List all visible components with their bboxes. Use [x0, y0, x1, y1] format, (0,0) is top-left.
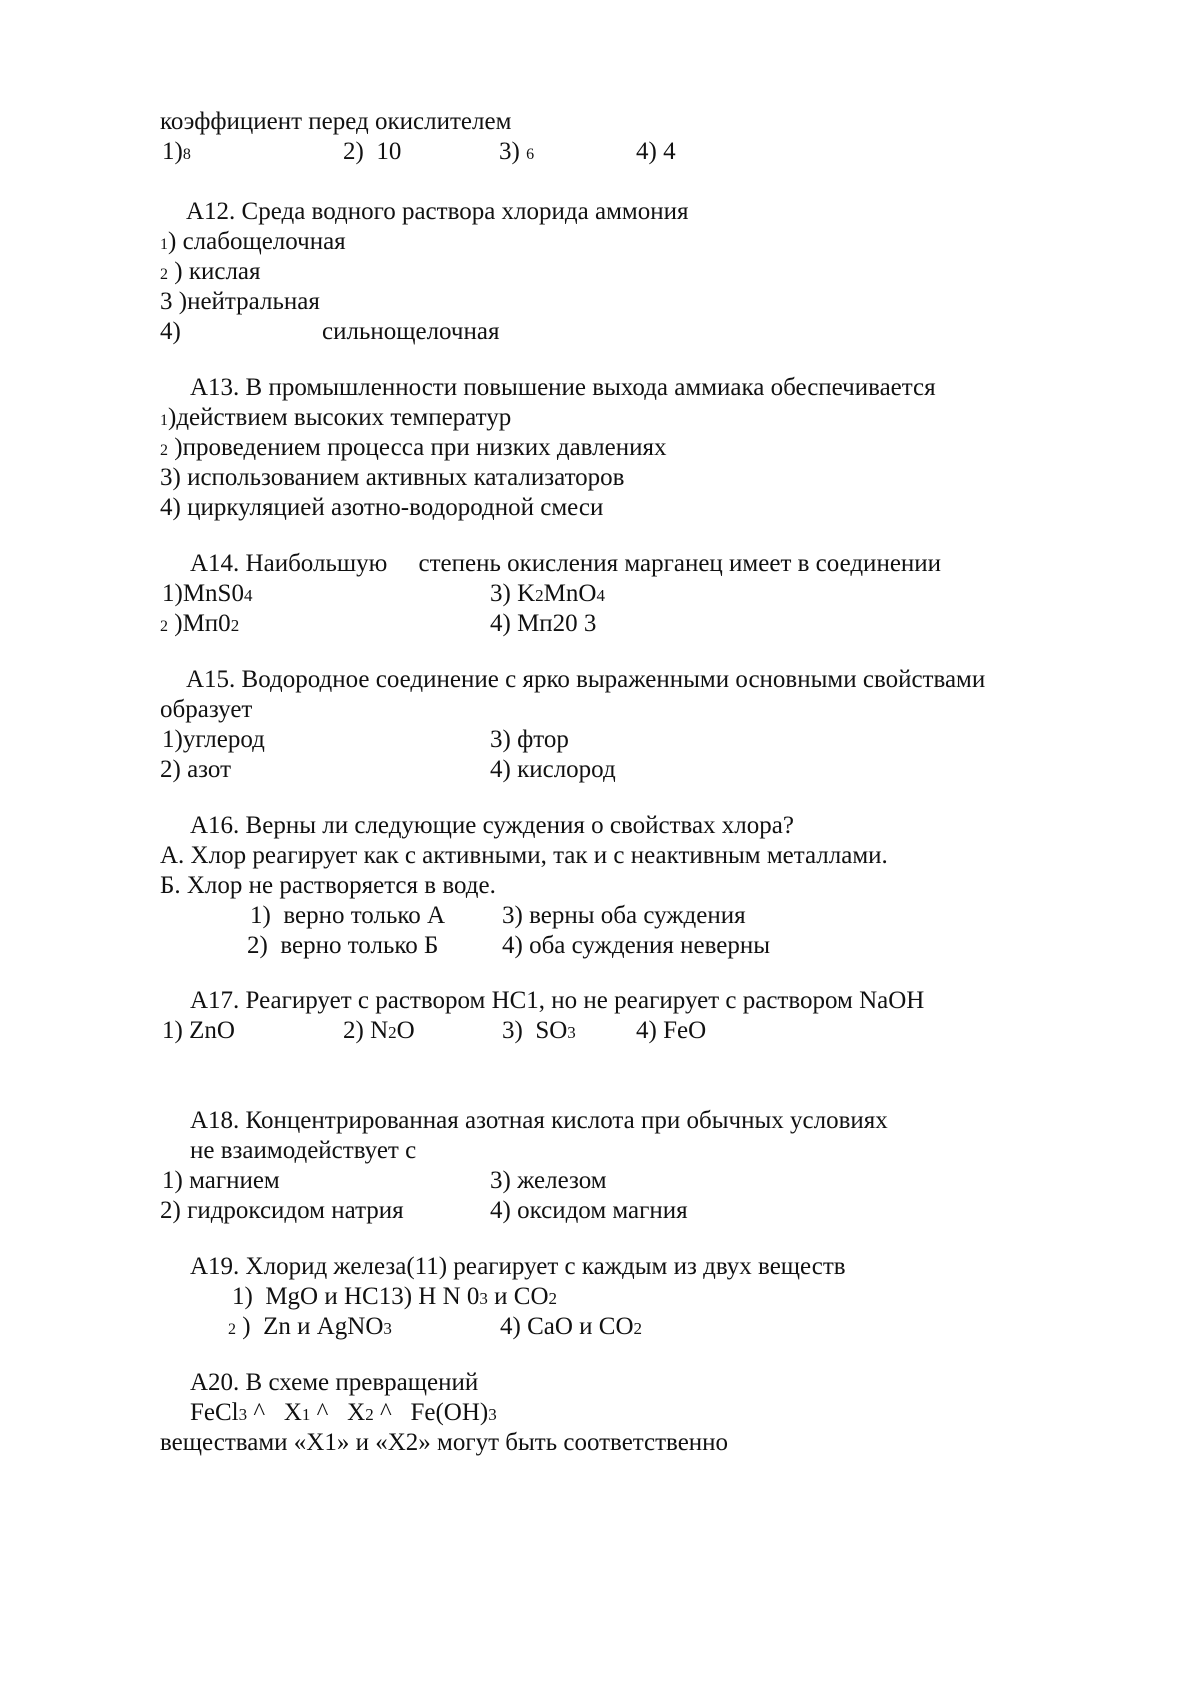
a14-option-1: 1)MnS04 [162, 580, 253, 607]
a17-option-3: 3) SO3 [502, 1017, 576, 1044]
question-a15: А15. Водородное соединение с ярко выраженными основными свойствами [186, 666, 986, 693]
a12-option-3: 3 )нейтральная [160, 288, 320, 315]
question-a18-continued: не взаимодействует с [190, 1137, 417, 1164]
a16-option-4: 4) оба суждения неверны [502, 932, 771, 959]
question-a18: А18. Концентрированная азотная кислота при обычных условиях [190, 1107, 888, 1134]
question-a12: А12. Среда водного раствора хлорида аммония [186, 198, 689, 225]
a14-option-2: 2 )Мп02 [160, 610, 240, 637]
a12-option-2: 2 ) кислая [160, 258, 261, 285]
a15-option-4: 4) кислород [490, 756, 616, 783]
a18-option-3: 3) железом [490, 1167, 607, 1194]
a17-option-1: 1) ZnO [162, 1017, 235, 1044]
a19-option-2: 2 ) Zn и AgNO3 [228, 1313, 392, 1340]
a13-option-3: 3) использованием активных катализаторов [160, 464, 625, 491]
a14-option-3: 3) K2MnO4 [490, 580, 605, 607]
a19-option-4: 4) CaO и CO2 [500, 1313, 643, 1340]
a18-option-2: 2) гидроксидом натрия [160, 1197, 404, 1224]
intro-text: коэффициент перед окислителем [160, 108, 512, 135]
intro-option-1: 1)8 [162, 138, 191, 165]
a12-option-1: 1) слабощелочная [160, 228, 346, 255]
a12-option-4-number: 4) [160, 318, 181, 345]
a16-option-2: 2) верно только Б [247, 932, 439, 959]
a14-option-4: 4) Мп20 3 [490, 610, 597, 637]
a15-option-1: 1)углерод [162, 726, 265, 753]
a18-option-1: 1) магнием [162, 1167, 280, 1194]
a13-option-2: 2 )проведением процесса при низких давлениях [160, 434, 667, 461]
a17-option-4: 4) FeO [636, 1017, 707, 1044]
question-a13: А13. В промышленности повышение выхода аммиака обеспечивается [190, 374, 936, 401]
a20-transformation-scheme: FeCl3 ^ X1 ^ X2 ^ Fe(OH)3 [190, 1399, 497, 1426]
a12-option-4-text: сильнощелочная [322, 318, 500, 345]
intro-option-4: 4) 4 [636, 138, 676, 165]
intro-option-2: 2) 10 [343, 138, 402, 165]
a16-statement-a: А. Хлор реагирует как с активными, так и с неактивным металлами. [160, 842, 888, 869]
a17-option-2: 2) N2O [343, 1017, 415, 1044]
question-a17: А17. Реагирует с раствором НС1, но не реагирует с раствором NaOH [190, 987, 925, 1014]
question-a15-continued: образует [160, 696, 253, 723]
a16-option-3: 3) верны оба суждения [502, 902, 746, 929]
a15-option-3: 3) фтор [490, 726, 569, 753]
question-a19: А19. Хлорид железа(11) реагирует с каждым из двух веществ [190, 1253, 846, 1280]
a19-option-1-and-3: 1) MgO и HC13) H N 03 и CO2 [232, 1283, 558, 1310]
a16-statement-b: Б. Хлор не растворяется в воде. [160, 872, 496, 899]
a16-option-1: 1) верно только А [250, 902, 446, 929]
a15-option-2: 2) азот [160, 756, 231, 783]
a18-option-4: 4) оксидом магния [490, 1197, 688, 1224]
question-a16: А16. Верны ли следующие суждения о свойствах хлора? [190, 812, 794, 839]
a20-footer-text: веществами «X1» и «X2» могут быть соответственно [160, 1429, 729, 1456]
question-a14: А14. Наибольшую степень окисления марганец имеет в соединении [190, 550, 942, 577]
a13-option-4: 4) циркуляцией азотно-водородной смеси [160, 494, 604, 521]
question-a20: А20. В схеме превращений [190, 1369, 479, 1396]
intro-option-3: 3) 6 [499, 138, 535, 165]
a13-option-1: 1)действием высоких температур [160, 404, 512, 431]
